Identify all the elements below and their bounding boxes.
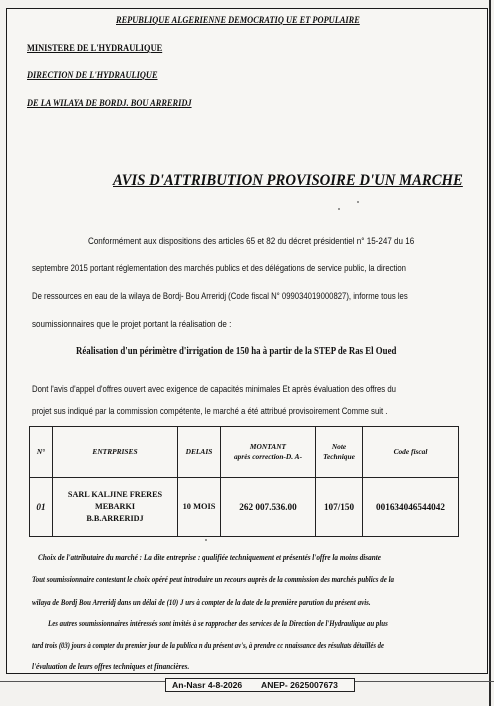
publication-footer — [165, 678, 355, 692]
header-score-line1: Note — [331, 442, 347, 451]
wilaya-header: DE LA WILAYA DE BORDJ. BOU ARRERIDJ — [27, 99, 192, 109]
project-subject: Réalisation d'un périmètre d'irrigation de 150 ha à partir de la STEP de Ras El Oued — [76, 346, 397, 357]
recourse-line: Tout soumissionnaire contestant le choix opéré peut introduire un recours auprès de la commission des marchés publics de la — [32, 574, 395, 584]
row-score: 107/150 — [316, 478, 363, 537]
invite-line: l'évaluation de leurs offres techniques et financières. — [32, 661, 190, 671]
body-line: Dont l'avis d'appel d'offres ouvert avec exigence de capacités minimales Et après évaluation des offres du — [32, 384, 396, 395]
body-line: projet sus indiqué par la commission compétente, le marché a été attribué provisoirement Comme suit . — [32, 406, 388, 417]
header-amount-line2: après correction-D. A- — [233, 452, 303, 461]
row-company-line2: B.B.ARRERIDJ — [86, 514, 144, 523]
header-amount — [221, 427, 316, 478]
body-line: Conformément aux dispositions des articles 65 et 82 du décret présidentiel n° 15-247 du 16 — [88, 236, 415, 247]
column-rule — [489, 0, 491, 706]
anep-label: ANEP- 2625007673 — [261, 680, 338, 690]
recourse-line: wilaya de Bordj Bou Arreridj dans un délai de (10) J urs à compter de la date de la première parution du présent avis. — [32, 597, 371, 607]
header-num: N° — [30, 427, 53, 478]
row-company — [53, 478, 178, 537]
header-fiscal: Code fiscal — [363, 427, 459, 478]
header-company: ENTRPRISES — [53, 427, 178, 478]
invite-line: Les autres soumissionnaires intéressés sont invités à se rapprocher des services de la Direction de l'Hydraulique au plus — [48, 618, 388, 628]
print-speck — [205, 539, 207, 541]
republic-header: REPUBLIQUE ALGERIENNE DEMOCRATIQ UE ET POPULAIRE — [116, 16, 360, 26]
body-line: septembre 2015 portant réglementation des marchés publics et des délégations de service public, la direction — [32, 263, 406, 274]
row-fiscal: 001634046544042 — [363, 478, 459, 537]
header-amount-line1: MONTANT — [249, 442, 287, 451]
header-score-line2: Technique — [323, 452, 355, 461]
body-line: De ressources en eau de la wilaya de Bordj- Bou Arreridj (Code fiscal N° 099034019000827), informe tous les — [32, 291, 408, 302]
ministry-header: MINISTERE DE L'HYDRAULIQUE — [27, 44, 163, 54]
print-speck — [338, 208, 340, 210]
row-company-line1: SARL KALJINE FRERES MEBARKI — [67, 490, 163, 511]
direction-header: DIRECTION DE L'HYDRAULIQUE — [27, 71, 158, 81]
header-score — [316, 427, 363, 478]
header-delay: DELAIS — [178, 427, 221, 478]
award-choice-note: Choix de l'attributaire du marché : La dite entreprise : qualifiée techniquement et présentés l'offre la moins disante — [38, 552, 381, 562]
table-header-row — [30, 427, 459, 478]
invite-line: tard trois (03) jours à compter du premier jour de la publica n du présent av's, à prendre cc nnaissance des résultats détaillés de — [32, 640, 384, 650]
print-speck — [357, 201, 359, 203]
row-amount: 262 007.536.00 — [221, 478, 316, 537]
award-table — [29, 426, 459, 537]
notice-title: AVIS D'ATTRIBUTION PROVISOIRE D'UN MARCHE — [113, 172, 463, 189]
newspaper-label: An-Nasr 4-8-2026 — [172, 680, 243, 690]
row-delay: 10 MOIS — [178, 478, 221, 537]
row-num: 01 — [30, 478, 53, 537]
table-row — [30, 478, 459, 537]
body-line: soumissionnaires que le projet portant la réalisation de : — [32, 319, 232, 330]
